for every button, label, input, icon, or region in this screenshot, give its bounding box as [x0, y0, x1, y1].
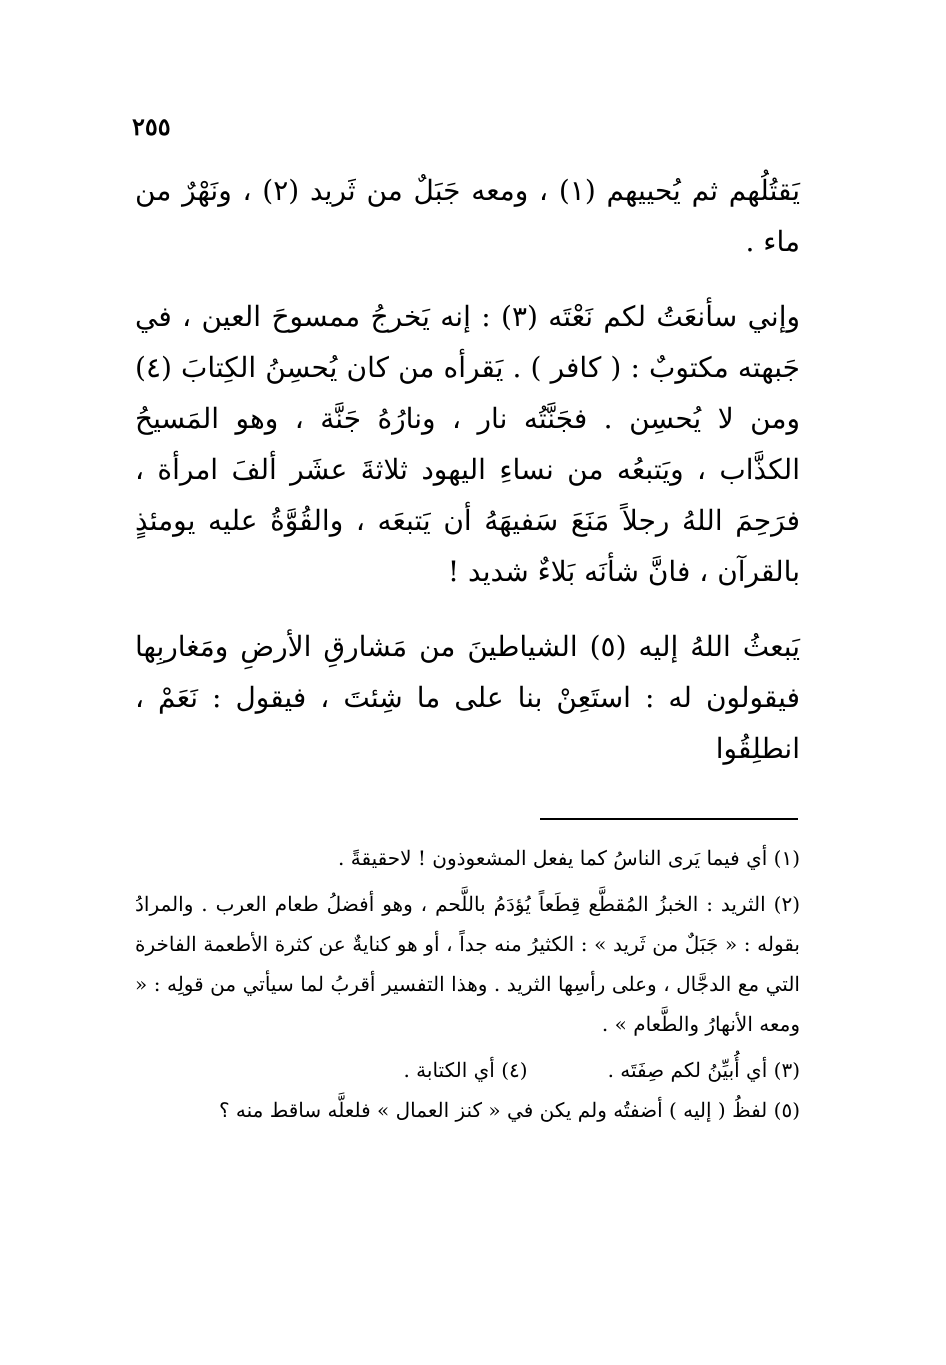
- paragraph-2: وإني سأنعَتُ لكم نَعْتَه (٣) : إنه يَخرجُ ممسوحَ العين ، في جَبهته مكتوبٌ : ( كافر ) . يَقرأه من كان يُحسِنُ الكِتابَ (٤) ومن لا يُحسِن . فجَنَّتُه نار ، ونارُهُ جَنَّة ، وهو المَسيحُ الكذَّاب ، ويَتبعُه من نساءِ اليهود ثلاثةَ عشَر ألفَ امرأة ، فرَحِمَ اللهُ رجلاً مَنَعَ سَفيهَهُ أن يَتبعَه ، والقُوَّةُ عليه يومئذٍ بالقرآن ، فانَّ شأنَه بَلاءٌ شديد !: [135, 300, 800, 588]
- footnote-row-3-4: [135, 1050, 800, 1090]
- paragraph-1: يَقتُلُهم ثم يُحييهم (١) ، ومعه جَبَلٌ من ثَريد (٢) ، ونَهْرٌ من ماء .: [135, 174, 800, 258]
- footnote-4: (٤) أي الكتابة .: [403, 1058, 528, 1082]
- footnote-3: (٣) أي أُبيِّنُ لكم صِفَتَه .: [607, 1058, 800, 1082]
- footnote-divider: [540, 818, 798, 820]
- paragraph-3: يَبعثُ اللهُ إليه (٥) الشياطينَ من مَشارقِ الأرضِ ومَغاربِها فيقولون له : استَعِنْ بنا على ما شِئتَ ، فيقول : نَعَمْ ، انطلِقُوا: [135, 630, 801, 765]
- footnote-1: (١) أي فيما يَرى الناسُ كما يفعل المشعوذون ! لاحقيقةً .: [338, 846, 800, 870]
- footnote-5: (٥) لفظُ ( إليه ) أضفتُه ولم يكن في « كنز العمال » فلعلَّه ساقط منه ؟: [218, 1098, 800, 1122]
- footnote-2: (٢) الثريد : الخبزُ المُقطَّع قِطَعاً يُؤدَمُ باللَّحم ، وهو أفضلُ طعام العرب . والمرادُ بقوله : « جَبَلٌ من ثَريد » : الكثيرُ منه جداً ، أو هو كنايةٌ عن كثرة الأطعمة الفاخرة التي مع الدجَّال ، وعلى رأسِها الثريد . وهذا التفسير أقربُ لما سيأتي من قولِه : « ومعه الأنهارُ والطَّعام » .: [135, 892, 800, 1036]
- footnotes: [135, 838, 800, 1130]
- main-text: [135, 165, 800, 774]
- page-number: ٢٥٥: [132, 112, 171, 141]
